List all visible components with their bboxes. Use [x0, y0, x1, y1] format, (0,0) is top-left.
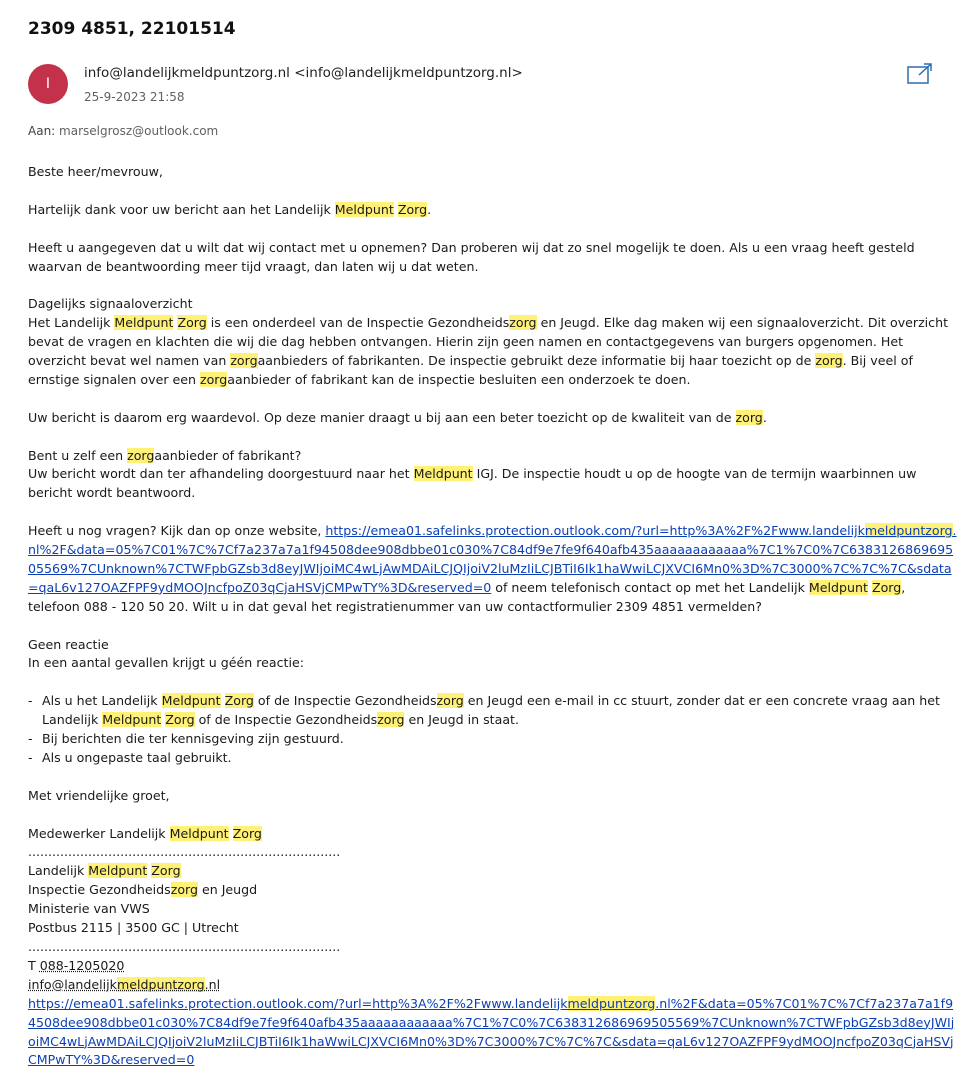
list-item — [28, 692, 960, 730]
greeting: Beste heer/mevrouw, — [28, 164, 163, 179]
signature-website-link[interactable]: https://emea01.safelinks.protection.outlook.com/?url=http%3A%2F%2Fwww.landelijkmeldpuntzorg.nl%2F&data=05%7C01%7C%7Cf7a237a7a1f94508dee908dbbe01c030%7C84df9e7fe9f640afb435aaaaaaaaaaaa%7C1%7C0%7C638312686969505569%7CUnknown%7CTWFpbGZsb3d8eyJWIjoiMC4wLjAwMDAiLCJQIjoiV2luMzIiLCJBTiI6Ik1haWwiLCJXVCI6Mn0%3D%7C3000%7C%7C%7C&sdata=qaL6v127OAZFPF9ydMOOJncfpoZ03qCjaHSVjCMPwTY%3D&reserved=0 — [28, 995, 955, 1068]
highlighted-term: Zorg — [165, 712, 195, 728]
email-body — [28, 163, 960, 1070]
highlighted-term: zorg — [436, 693, 464, 709]
email-subject: 2309 4851, 22101514 — [28, 19, 236, 39]
list-item — [28, 730, 960, 749]
bullet-text: Bij berichten die ter kennisgeving zijn gestuurd. — [42, 731, 344, 747]
signature-org: Ministerie van VWS — [28, 901, 150, 917]
highlighted-term: Zorg — [397, 201, 428, 217]
closing: Met vriendelijke groet, — [28, 787, 170, 803]
highlighted-term: Zorg — [871, 579, 902, 595]
highlighted-term: meldpuntzorg — [116, 976, 205, 992]
questions-paragraph — [28, 522, 960, 617]
signature-address: Postbus 2115 | 3500 GC | Utrecht — [28, 920, 239, 936]
divider-dots: .............................................................................. — [28, 939, 341, 954]
phone-label: T — [28, 957, 40, 973]
phone-number[interactable]: 088-1205020 — [39, 957, 125, 973]
highlighted-term: Zorg — [232, 825, 262, 841]
to-label: Aan: — [28, 124, 56, 138]
signal-heading: Dagelijks signaaloverzicht — [28, 296, 193, 312]
phone-line — [28, 957, 960, 976]
sent-date: 25-9-2023 21:58 — [84, 90, 185, 104]
list-item — [28, 749, 960, 768]
bullet-dash: - — [28, 693, 33, 709]
highlighted-term: Meldpunt — [413, 466, 473, 482]
highlighted-term: Meldpunt — [169, 825, 229, 841]
highlighted-term: zorg — [815, 353, 843, 369]
no-reply-heading: Geen reactie — [28, 636, 109, 652]
bullet-dash: - — [28, 731, 33, 747]
signature-name: Medewerker Landelijk Meldpunt Zorg — [28, 825, 262, 841]
recipient-address[interactable]: marselgrosz@outlook.com — [59, 124, 219, 138]
highlighted-term: zorg — [127, 447, 155, 463]
highlighted-term: meldpuntzorg — [864, 523, 953, 539]
highlighted-term: zorg — [735, 409, 763, 425]
questions-after: of neem telefonisch contact op met het Landelijk Meldpunt Zorg, telefoon 088 - 120 50 20. Wilt u in dat geval het registratienummer van uw contactformulier 2309 4851 vermelden? — [28, 579, 906, 614]
contact-paragraph: Heeft u aangegeven dat u wilt dat wij contact met u opnemen? Dan proberen wij dat zo snel mogelijk te doen. Als u een vraag heeft gesteld waarvan de beantwoording meer tijd vraagt, dan laten wij u dat weten. — [28, 239, 915, 274]
highlighted-term: meldpuntzorg — [567, 995, 656, 1011]
popout-window-icon[interactable] — [907, 63, 933, 85]
bullet-dash: - — [28, 749, 33, 765]
signature-email[interactable]: info@landelijkmeldpuntzorg.nl — [28, 976, 221, 992]
highlighted-term: Meldpunt — [114, 315, 174, 331]
highlighted-term: zorg — [170, 882, 198, 898]
recipient-line — [28, 124, 218, 138]
highlighted-term: Meldpunt — [334, 201, 394, 217]
highlighted-term: Zorg — [177, 315, 207, 331]
questions-intro: Heeft u nog vragen? Kijk dan op onze website, — [28, 523, 326, 539]
provider-paragraph: Uw bericht wordt dan ter afhandeling doorgestuurd naar het Meldpunt IGJ. De inspectie houdt u op de hoogte van de termijn waarbinnen uw bericht wordt beantwoord. — [28, 466, 917, 501]
divider-dots: .............................................................................. — [28, 844, 341, 860]
sender-avatar[interactable]: I — [28, 64, 68, 104]
highlighted-term: Meldpunt — [161, 693, 221, 709]
signature-org: Landelijk Meldpunt Zorg — [28, 863, 181, 879]
website-link[interactable]: https://emea01.safelinks.protection.outlook.com/?url=http%3A%2F%2Fwww.landelijkmeldpuntzorg.nl%2F&data=05%7C01%7C%7Cf7a237a7a1f94508dee908dbbe01c030%7C84df9e7fe9f640afb435aaaaaaaaaaaa%7C1%7C0%7C638312686969505569%7CUnknown%7CTWFpbGZsb3d8eyJWIjoiMC4wLjAwMDAiLCJQIjoiV2luMzIiLCJBTiI6Ik1haWwiLCJXVCI6Mn0%3D%7C3000%7C%7C%7C&sdata=qaL6v127OAZFPF9ydMOOJncfpoZ03qCjaHSVjCMPwTY%3D&reserved=0 — [28, 523, 957, 595]
valuable-paragraph: Uw bericht is daarom erg waardevol. Op deze manier draagt u bij aan een beter toezicht op de kwaliteit van de zorg. — [28, 409, 767, 425]
highlighted-term: Meldpunt — [808, 579, 868, 595]
highlighted-term: Meldpunt — [102, 712, 162, 728]
highlighted-term: Zorg — [224, 693, 254, 709]
highlighted-term: Zorg — [151, 863, 181, 879]
highlighted-term: zorg — [199, 371, 228, 387]
thanks-paragraph: Hartelijk dank voor uw bericht aan het Landelijk Meldpunt Zorg. — [28, 201, 432, 217]
highlighted-term: zorg — [509, 315, 537, 331]
email-line — [28, 976, 960, 995]
final-link-line — [28, 995, 960, 1071]
highlighted-term: zorg — [377, 712, 405, 728]
bullet-text: Als u ongepaste taal gebruikt. — [42, 749, 232, 765]
bullet-text: Als u het Landelijk Meldpunt Zorg of de Inspectie Gezondheidszorg en Jeugd een e-mail in cc stuurt, zonder dat er een concrete vraag aan het Landelijk Meldpunt Zorg of de Inspectie Gezondheidszorg en Jeugd in staat. — [42, 693, 940, 728]
highlighted-term: Meldpunt — [88, 863, 148, 879]
sender-address[interactable]: info@landelijkmeldpuntzorg.nl <info@landelijkmeldpuntzorg.nl> — [84, 65, 523, 81]
signature-org: Inspectie Gezondheidszorg en Jeugd — [28, 882, 258, 898]
provider-heading: Bent u zelf een zorgaanbieder of fabrikant? — [28, 447, 302, 463]
no-reply-intro: In een aantal gevallen krijgt u géén reactie: — [28, 655, 304, 671]
highlighted-term: zorg — [230, 353, 258, 369]
signal-paragraph: Het Landelijk Meldpunt Zorg is een onderdeel van de Inspectie Gezondheidszorg en Jeugd. Elke dag maken wij een signaaloverzicht. Dit overzicht bevat de vragen en klachten die wij die dag hebben ontvangen. Hierin zijn geen namen en contactgegevens van burgers opgenomen. Het overzicht bevat wel namen van zorgaanbieders of fabrikanten. De inspectie gebruikt deze informatie bij haar toezicht op de zorg. Bij veel of ernstige signalen over een zorgaanbieder of fabrikant kan de inspectie besluiten een onderzoek te doen. — [28, 315, 949, 387]
